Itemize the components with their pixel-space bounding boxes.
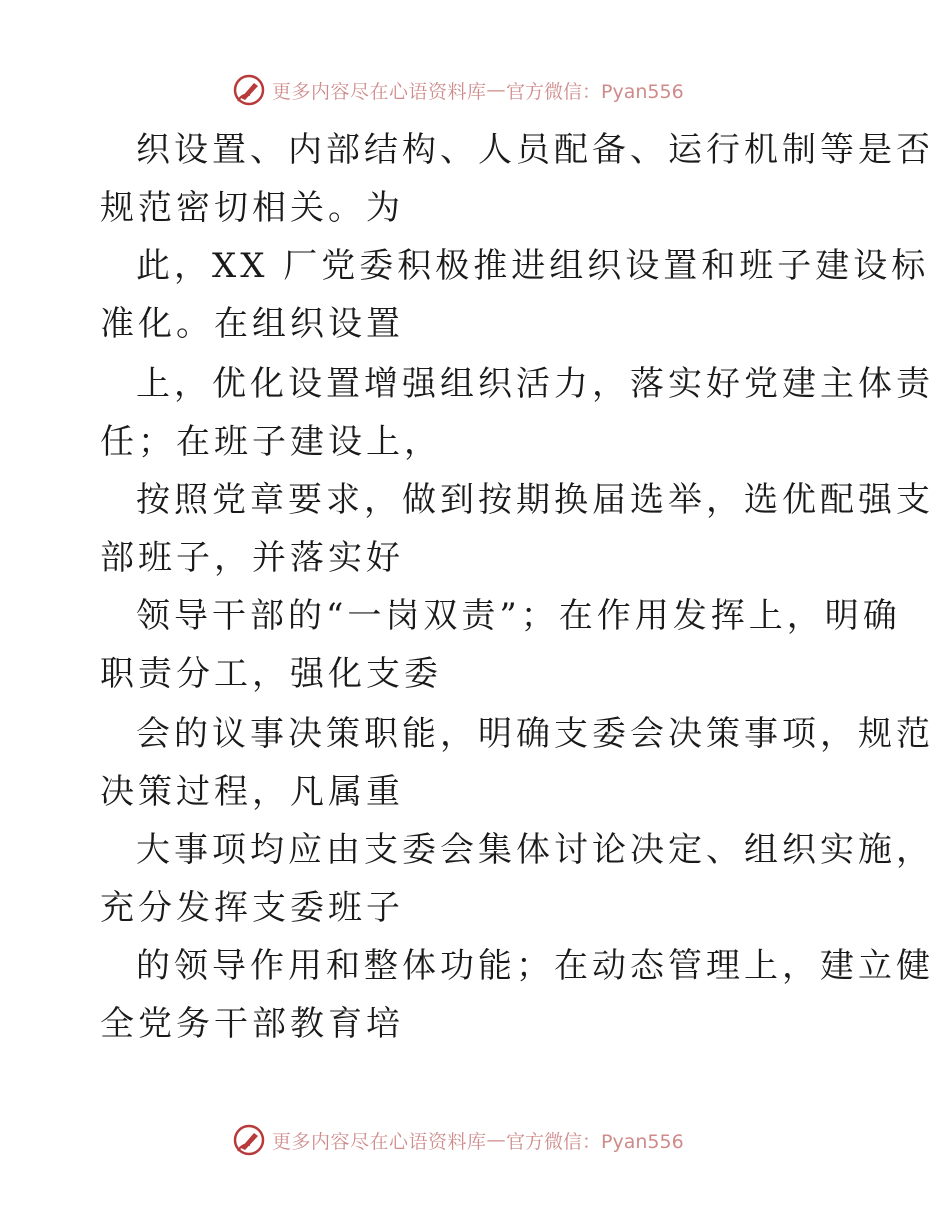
header-banner-dash: — [486, 79, 507, 101]
header-banner-wechat: 官方微信：Pyan556 [506, 80, 684, 103]
body-line: 全党务干部教育培 [100, 1004, 404, 1044]
body-line: 决策过程，凡属重 [100, 772, 404, 812]
body-line: 准化。在组织设置 [100, 304, 404, 344]
pen-logo-icon [232, 1123, 266, 1157]
footer-banner [232, 1120, 684, 1160]
header-banner [232, 70, 684, 110]
body-line: 规范密切相关。为 [100, 188, 404, 228]
body-line: 上，优化设置增强组织活力，落实好党建主体责 [136, 364, 934, 404]
body-line: 会的议事决策职能，明确支委会决策事项，规范 [136, 714, 934, 754]
body-line: 按照党章要求，做到按期换届选举，选优配强支 [136, 480, 934, 520]
body-line: 大事项均应由支委会集体讨论决定、组织实施， [136, 830, 934, 870]
header-banner-text: 更多内容尽在心语资料库 [272, 80, 487, 103]
body-line: 织设置、内部结构、人员配备、运行机制等是否 [136, 130, 934, 170]
body-line: 充分发挥支委班子 [100, 888, 404, 928]
body-line: 职责分工，强化支委 [100, 654, 442, 694]
footer-banner-dash: — [486, 1129, 507, 1151]
footer-banner-wechat: 官方微信：Pyan556 [506, 1130, 684, 1153]
pen-logo-icon [232, 73, 266, 107]
footer-banner-text: 更多内容尽在心语资料库 [272, 1130, 487, 1153]
body-line: 领导干部的“一岗双责”；在作用发挥上，明确 [136, 596, 901, 636]
body-line: 任；在班子建设上， [100, 422, 442, 462]
body-line: 此，XX 厂党委积极推进组织设置和班子建设标 [136, 246, 930, 286]
body-line: 部班子，并落实好 [100, 538, 404, 578]
body-line: 的领导作用和整体功能；在动态管理上，建立健 [136, 946, 934, 986]
